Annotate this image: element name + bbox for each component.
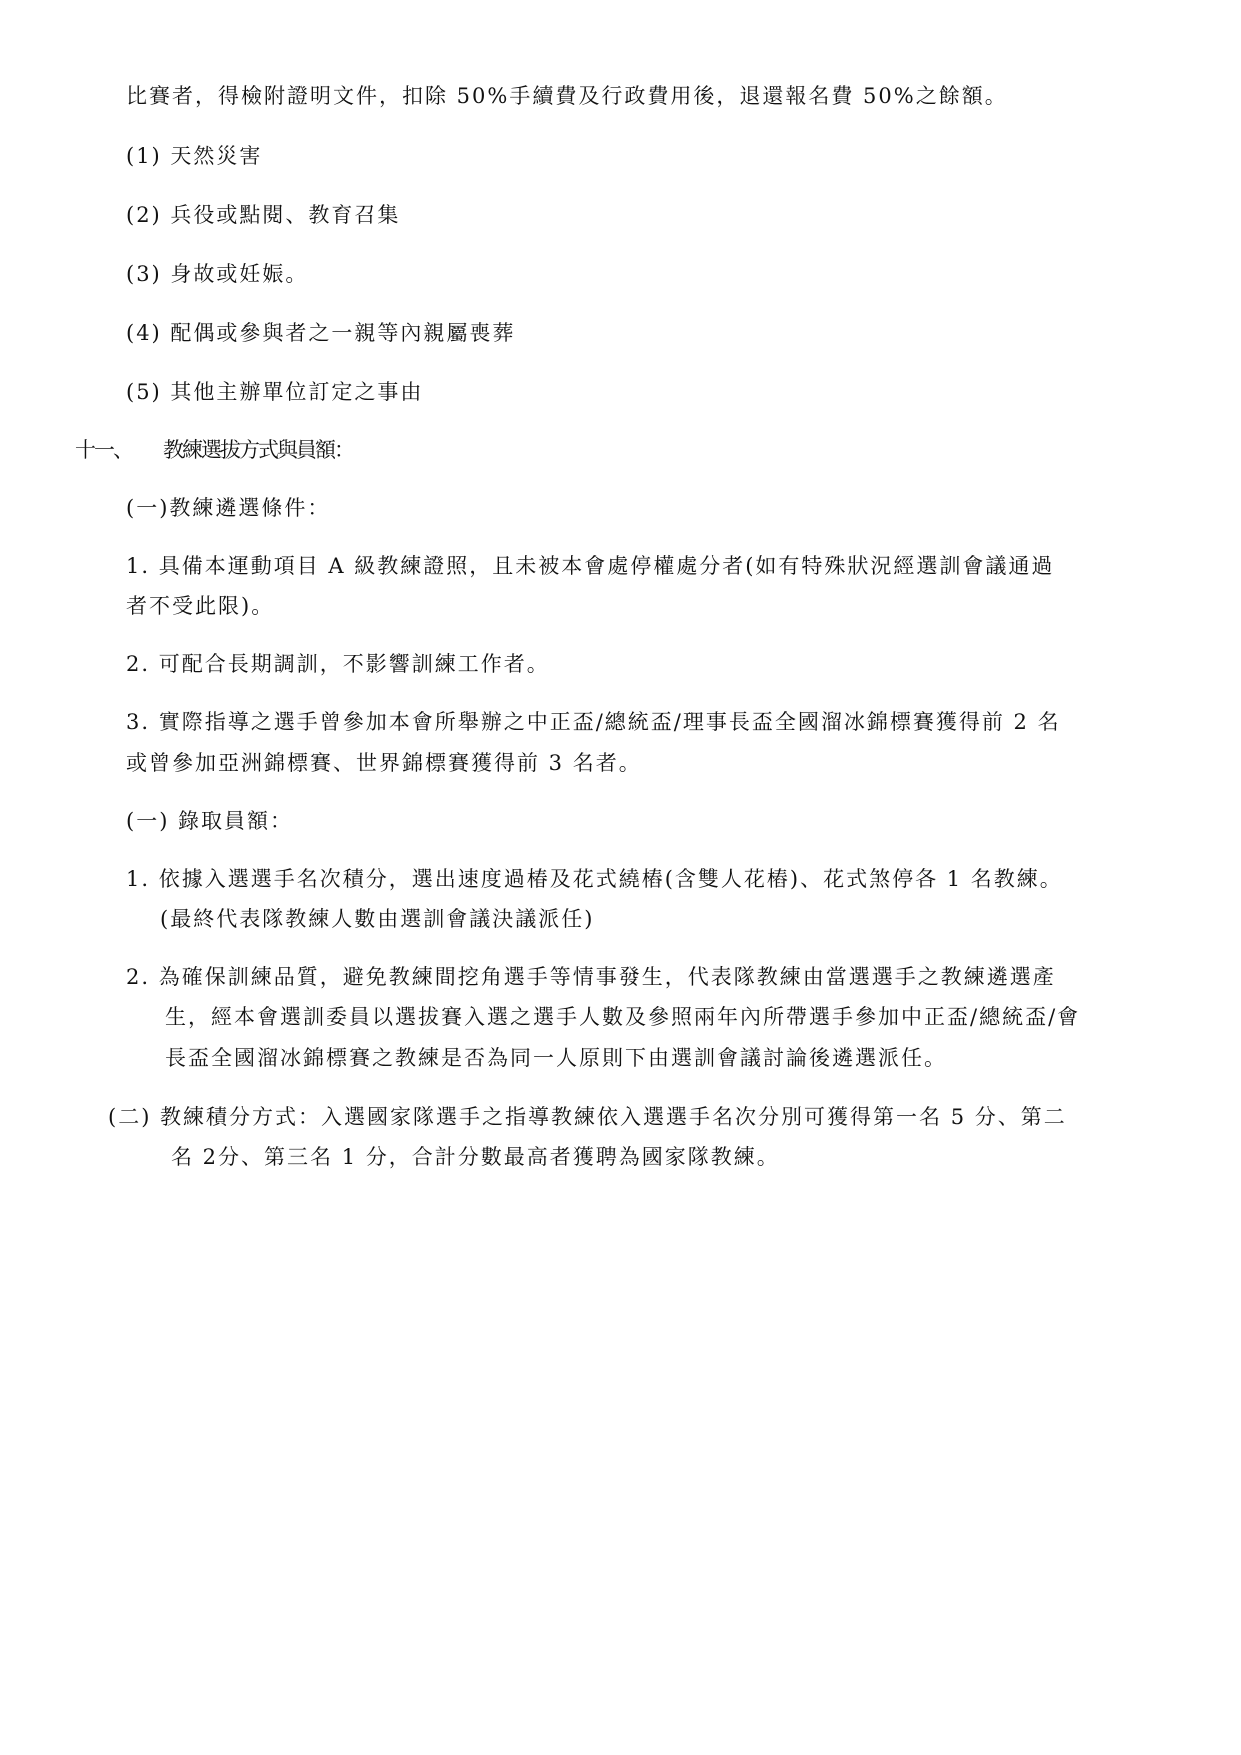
condition-item-3-line-1: 3. 實際指導之選手曾參加本會所舉辦之中正盃/總統盃/理事長盃全國溜冰錦標賽獲得前 2 名 — [126, 710, 1061, 734]
quota-item-2-line-2: 生，經本會選訓委員以選拔賽入選之選手人數及參照兩年內所帶選手參加中正盃/總統盃/會 — [165, 1005, 1081, 1029]
quota-item-2-line-3: 長盃全國溜冰錦標賽之教練是否為同一人原則下由選訓會議討論後遴選派任。 — [165, 1046, 947, 1070]
condition-item-2: 2. 可配合長期調訓，不影響訓練工作者。 — [126, 652, 550, 676]
quota-item-1-line-2: (最終代表隊教練人數由選訓會議決議派任) — [160, 907, 595, 931]
points-line-1: (二) 教練積分方式：入選國家隊選手之指導教練依入選選手名次分別可獲得第一名 5 分、第二 — [108, 1105, 1067, 1129]
refund-item-3: (3) 身故或妊娠。 — [126, 262, 309, 286]
quota-item-2-line-1: 2. 為確保訓練品質，避免教練間挖角選手等情事發生，代表隊教練由當選選手之教練遴選產 — [126, 965, 1056, 989]
points-line-2: 名 2分、第三名 1 分，合計分數最高者獲聘為國家隊教練。 — [171, 1145, 780, 1169]
section-11-number: 十一、 — [75, 438, 132, 462]
refund-item-2: (2) 兵役或點閱、教育召集 — [126, 203, 401, 227]
section-11-title: 教練選拔方式與員額： — [163, 438, 353, 462]
condition-item-1-line-2: 者不受此限)。 — [126, 594, 275, 618]
quota-heading: (一) 錄取員額： — [126, 809, 294, 833]
refund-intro: 比賽者，得檢附證明文件，扣除 50%手續費及行政費用後，退還報名費 50%之餘額。 — [126, 84, 1008, 108]
refund-item-4: (4) 配偶或參與者之一親等內親屬喪葬 — [126, 321, 516, 345]
condition-item-3-line-2: 或曾參加亞洲錦標賽、世界錦標賽獲得前 3 名者。 — [126, 751, 642, 775]
condition-item-1-line-1: 1. 具備本運動項目 A 級教練證照，且未被本會處停權處分者(如有特殊狀況經選訓會議通過 — [126, 554, 1055, 578]
refund-item-1: (1) 天然災害 — [126, 144, 263, 168]
quota-item-1-line-1: 1. 依據入選選手名次積分，選出速度過椿及花式繞樁(含雙人花樁)、花式煞停各 1 名教練。 — [126, 867, 1063, 891]
conditions-heading: (一)教練遴選條件： — [126, 496, 331, 520]
refund-item-5: (5) 其他主辦單位訂定之事由 — [126, 380, 424, 404]
